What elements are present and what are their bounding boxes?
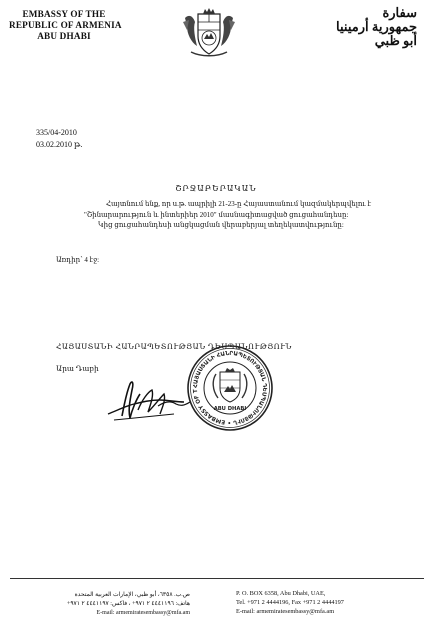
seal-inner-text: ABU DHABI <box>213 406 247 412</box>
header-ar-line1: سفارة <box>382 5 417 20</box>
footer-english-contact <box>236 589 426 616</box>
footer-ar-address: ص.ب. ٦٣٥٨، أبو ظبي، الإمارات العربية المتحدة <box>74 592 190 598</box>
footer-tel-fax: Tel. +971 2 4444196, Fax +971 2 4444197 <box>236 599 344 606</box>
header-en-line1: EMBASSY OF THE <box>22 9 106 19</box>
embassy-name-arabic <box>327 6 417 48</box>
attachment-note: Առդիր՝ 4 էջ: <box>56 256 100 264</box>
body-line-3: Կից ցուցահանդեսի անցկացման վերաբերյալ տեղեկատվությունը: <box>98 221 344 229</box>
header-en-line2: REPUBLIC OF ARMENIA <box>9 20 122 30</box>
body-line-2: "Շինարարություն և ինտերիեր 2010" մասնագիտացված ցուցահանդեսը: <box>84 210 349 219</box>
coat-of-arms-icon <box>181 8 237 58</box>
signature-icon <box>104 370 194 430</box>
footer-email-left: E-mail: armemiratesembassy@mfa.am <box>96 610 190 616</box>
header-ar-line3: أبو ظبي <box>374 33 417 48</box>
seal-emblem-icon <box>213 368 247 402</box>
letter-title: ՇՐՋԱԲԵՐԱԿԱՆ <box>175 184 257 193</box>
seal-outer-text: ՀԱՅԱՍՏԱՆԻ ՀԱՆՐԱՊԵՏՈՒԹՅԱՆ ԴԵՍՊԱՆՈՒԹՅՈՒՆ • EMBASSY OF T <box>192 350 268 426</box>
letter-body <box>84 199 384 231</box>
footer-po-box: P. O. BOX 6358, Abu Dhabi, UAE, <box>236 590 326 597</box>
reference-number: 335/04-2010 <box>36 128 77 137</box>
reference-block <box>36 127 82 151</box>
body-line-1: Հայտնում ենք, որ ս.թ. ապրիլի 21-23-ը Հայաստանում կազմակերպվելու է <box>106 200 372 208</box>
embassy-seal <box>186 344 274 432</box>
embassy-name-english <box>9 9 122 42</box>
header-en-line3: ABU DHABI <box>37 31 91 41</box>
footer-divider <box>10 578 424 579</box>
footer-email-right: E-mail: armemiratesembassy@mfa.am <box>236 608 335 615</box>
footer-ar-phone: هاتف: ٤٤٤١١٩٦ ٢ ٩٧١+ ، فاكس: ٤٤٤١١٩٧ ٢ ٩٧١+ <box>66 601 190 607</box>
header-ar-line2: جمهورية أرمينيا <box>336 19 417 34</box>
signer-name: Արա Դաբի <box>56 364 99 373</box>
reference-date: 03.02.2010 թ. <box>36 140 83 149</box>
organization-name: ՀԱՅԱՍՏԱՆԻ ՀԱՆՐԱՊԵՏՈՒԹՅԱՆ ԴԵՍՊԱՆՈՒԹՅՈՒՆ <box>56 342 292 351</box>
footer-arabic-contact <box>40 591 190 618</box>
